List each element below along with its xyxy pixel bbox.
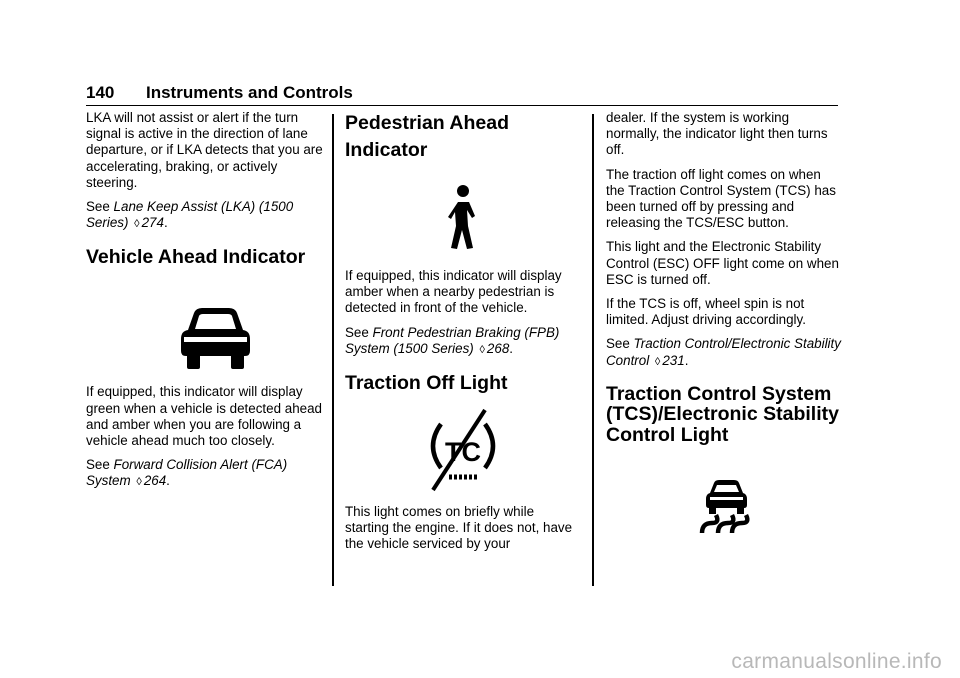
traction-off-heading: Traction Off Light bbox=[345, 372, 508, 395]
see-tc-reference: See Traction Control/Electronic Stability Control ◊ 231. bbox=[606, 336, 841, 368]
lka-paragraph: LKA will not assist or alert if the turn signal is active in the direction of lane departure, or if LKA detects that you are accelerating, braking, or actively steering. bbox=[86, 110, 323, 190]
page-ref-icon: ◊ bbox=[654, 355, 661, 368]
page-ref-icon: ◊ bbox=[134, 218, 140, 231]
pedestrian-icon bbox=[345, 164, 581, 268]
vehicle-ahead-icon bbox=[86, 268, 326, 384]
vehicle-ahead-heading: Vehicle Ahead Indicator bbox=[86, 246, 306, 269]
pedestrian-ahead-heading: Pedestrian Ahead Indicator bbox=[345, 112, 509, 161]
wheel-spin-paragraph: If the TCS is off, wheel spin is not limited. Adjust driving accordingly. bbox=[606, 296, 806, 328]
column-2 bbox=[345, 110, 581, 561]
column-3 bbox=[606, 110, 842, 555]
traction-continued-paragraph: dealer. If the system is working normally, the indicator light then turns off. bbox=[606, 110, 828, 158]
fpb-page-link[interactable]: 268 bbox=[486, 340, 510, 356]
pedestrian-paragraph: If equipped, this indicator will display amber when a nearby pedestrian is detected in front of the vehicle. bbox=[345, 268, 562, 316]
skidding-car-icon bbox=[606, 445, 842, 555]
lka-link[interactable]: Lane Keep Assist (LKA) (1500 Series) bbox=[86, 199, 294, 231]
traction-off-paragraph: This light comes on briefly while starting the engine. If it does not, have the vehicle serviced by your bbox=[345, 504, 573, 552]
tc-page-link[interactable]: 231 bbox=[662, 352, 685, 368]
page-ref-icon: ◊ bbox=[479, 343, 485, 356]
watermark: carmanualsonline.info bbox=[731, 650, 942, 673]
vehicle-ahead-paragraph: If equipped, this indicator will display green when a vehicle is detected ahead and amber when you are following a vehicle ahead much too closely. bbox=[86, 384, 322, 449]
column-divider bbox=[332, 114, 334, 586]
traction-tcs-paragraph: The traction off light comes on when the Traction Control System (TCS) has been turned off by pressing and releasing the TCS/ESC button. bbox=[606, 166, 836, 231]
traction-off-icon bbox=[345, 394, 581, 504]
column-divider bbox=[592, 114, 594, 586]
traction-icon-label: TC bbox=[445, 437, 481, 468]
see-fca-reference: See Forward Collision Alert (FCA) System ◊ 264. bbox=[86, 457, 288, 489]
fca-page-link[interactable]: 264 bbox=[143, 473, 167, 489]
page-header bbox=[86, 81, 838, 106]
see-lka-reference: See Lane Keep Assist (LKA) (1500 Series) ◊ 274. bbox=[86, 199, 294, 231]
page-number: 140 bbox=[86, 83, 115, 102]
fca-link[interactable]: Forward Collision Alert (FCA) System bbox=[86, 457, 288, 489]
page-ref-icon: ◊ bbox=[136, 476, 142, 489]
fpb-link[interactable]: Front Pedestrian Braking (FPB) System (1500 Series) bbox=[345, 324, 560, 356]
tc-link[interactable]: Traction Control/Electronic Stability Control bbox=[606, 336, 841, 368]
lka-page-link[interactable]: 274 bbox=[141, 215, 164, 231]
section-title: Instruments and Controls bbox=[146, 83, 353, 102]
column-1 bbox=[86, 110, 326, 499]
tcs-heading: Traction Control System (TCS)/Electronic Stability Control Light bbox=[606, 382, 839, 446]
esc-paragraph: This light and the Electronic Stability Control (ESC) OFF light come on when ESC is turned off. bbox=[606, 239, 839, 287]
see-fpb-reference: See Front Pedestrian Braking (FPB) System (1500 Series) ◊ 268. bbox=[345, 324, 560, 356]
